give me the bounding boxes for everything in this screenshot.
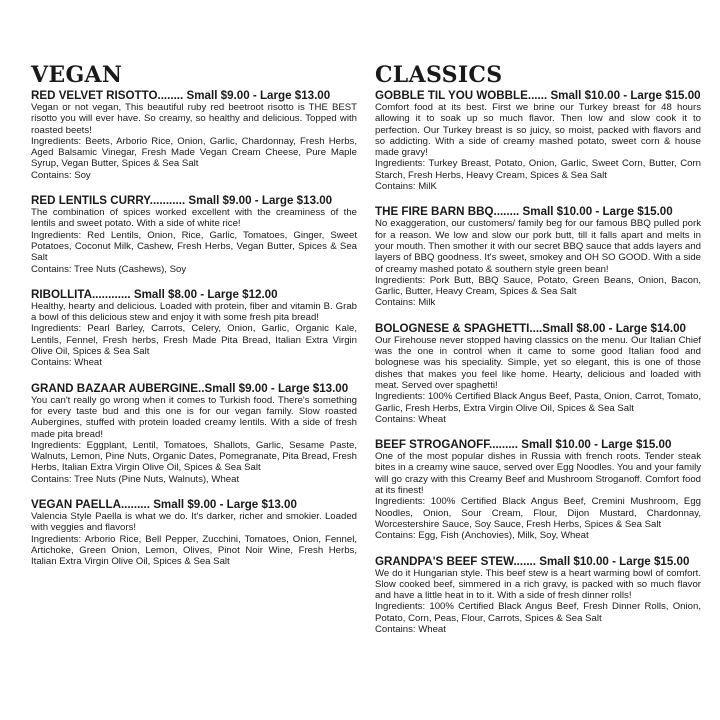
menu-item — [375, 89, 701, 192]
item-description: Our Firehouse never stopped having classics on the menu. Our Italian Chief was the one in control when it came to some good Italian food and bolognese was his speciality. Simple, yet so elegant, this is one of those dishes that makes you feel like home. Hearty, delicious and loaded with meat. Served over spaghetti! — [375, 334, 701, 391]
menu-item — [375, 205, 701, 308]
item-price: Small $10.00 - Large $15.00 — [539, 554, 690, 568]
item-name: GOBBLE TIL YOU WOBBLE...... — [375, 89, 548, 102]
item-price: Small $10.00 - Large $15.00 — [522, 205, 673, 219]
item-price: Small $8.00 - Large $12.00 — [133, 287, 278, 301]
item-name: BOLOGNESE & SPAGHETTI.... — [375, 321, 543, 335]
section-heading: VEGAN — [31, 62, 123, 88]
item-name: VEGAN PAELLA......... — [31, 498, 150, 512]
item-contains: Contains: Wheat — [375, 623, 446, 635]
item-name: RED LENTILS CURRY........... — [31, 194, 186, 208]
item-description: One of the most popular dishes in Russia with french roots. Tender steak bites in a creamy wine sauce, served over Egg Noodles. You and your family will go crazy with this Creamy Beef and Mushroom Stroganoff. Comfort food at its finest! — [375, 451, 701, 497]
item-title — [31, 194, 357, 207]
item-ingredients: Ingredients: Pearl Barley, Carrots, Celery, Onion, Garlic, Organic Kale, Lentils, Fennel, Fresh herbs, Fresh Made Pita Bread, Italian Extra Virgin Olive Oil, Spices & Sea Salt — [31, 323, 357, 358]
item-ingredients: Ingredients: Turkey Breast, Potato, Onion, Garlic, Sweet Corn, Butter, Corn Starch, Fresh Herbs, Heavy Cream, Spices & Sea Salt — [375, 158, 701, 181]
item-price: Small $9.00 - Large $13.00 — [204, 381, 349, 395]
menu-item — [31, 382, 357, 485]
item-name: BEEF STROGANOFF......... — [375, 438, 518, 452]
menu-item — [31, 498, 357, 567]
item-price: Small $9.00 - Large $13.00 — [188, 194, 333, 208]
item-title — [31, 89, 357, 102]
classics-section — [375, 64, 701, 648]
item-description: Comfort food at its best. First we brine our Turkey breast for 48 hours allowing it to soak up so much flavor. Then low and slow cook it to perfection. Our Turkey breast is so juicy, so moist, packed with flavors and so addicting. With a side of creamy mashed potato, sweet corn & house made gravy! — [375, 102, 701, 159]
menu-item — [31, 194, 357, 275]
item-name: GRAND BAZAAR AUBERGINE.. — [31, 381, 205, 395]
item-price: Small $8.00 - Large $14.00 — [542, 321, 686, 335]
item-name: GRANDPA'S BEEF STEW....... — [375, 554, 537, 568]
item-contains: Contains: Wheat — [31, 357, 102, 369]
item-ingredients: Ingredients: Eggplant, Lentil, Tomatoes, Shallots, Garlic, Sesame Paste, Walnuts, Lemon, Pine Nuts, Organic Dates, Pomegranate, Pita Bread, Fresh Herbs, Italian Extra Virgin Olive Oil, Spices & Sea Salt — [31, 439, 357, 474]
item-contains: Contains: Tree Nuts (Cashews), Soy — [31, 263, 187, 275]
item-description: The combination of spices worked excellent with the creaminess of the lentils and sweet potato. With a side of white rice! — [31, 207, 357, 230]
item-description: Valencia Style Paella is what we do. It's darker, richer and smokier. Loaded with veggies and flavors! — [31, 511, 357, 534]
item-price: Small $10.00 - Large $15.00 — [550, 89, 701, 102]
item-description: We do it Hungarian style. This beef stew is a heart warming bowl of comfort. Slow cooked beef, simmered in a rich gravy, is packed with so much flavor and have a little heat in to it. With a side of fresh dinner rolls! — [375, 567, 701, 602]
vegan-section — [31, 64, 357, 581]
item-title — [31, 382, 357, 395]
item-title — [31, 498, 357, 511]
item-contains: Contains: Tree Nuts (Pine Nuts, Walnuts), Wheat — [31, 473, 240, 485]
item-title — [375, 322, 701, 335]
item-description: No exaggeration, our customers/ family beg for our famous BBQ pulled pork for a reason. We low and slow our pork butt, till it falls apart and melts in your mouth. Then smother it with our secret BBQ sauce that adds layers and layers of BBQ goodness. It's sweet, smokey and OH SO GOOD. With a side of creamy mashed potato & southern style green bean! — [375, 218, 701, 275]
menu-item — [31, 89, 357, 181]
item-name: THE FIRE BARN BBQ........ — [375, 205, 520, 219]
item-title — [375, 205, 701, 218]
item-name: RIBOLLITA............ — [31, 287, 131, 301]
item-description: Healthy, hearty and delicious. Loaded with protein, fiber and vitamin B. Grab a bowl of this delicious stew and enjoy it with some fresh pita bread! — [31, 300, 357, 324]
item-ingredients: Ingredients: 100% Certified Black Angus Beef, Cremini Mushroom, Egg Noodles, Onion, Sour Cream, Flour, Dijon Mustard, Chardonnay, Worcestershire Sauce, Soy Sauce, Fresh Herbs, Spices & Sea Salt — [375, 496, 701, 530]
item-ingredients: Ingredients: 100% Certified Black Angus Beef, Pasta, Onion, Carrot, Tomato, Garlic, Fresh Herbs, Extra Virgin Olive Oil, Spices & Sea Salt — [375, 391, 701, 414]
item-title — [375, 438, 701, 451]
item-ingredients: Ingredients: Pork Butt, BBQ Sauce, Potato, Green Beans, Onion, Bacon, Garlic, Butter, Heavy Cream, Spices & Sea Salt — [375, 274, 701, 298]
item-ingredients: Ingredients: Arborio Rice, Bell Pepper, Zucchini, Tomatoes, Onion, Fennel, Artichoke, Green Onion, Lemon, Olives, Pinot Noir Wine, Fresh Herbs, Italian Extra Virgin Olive Oil, Spices & Sea Salt — [31, 533, 357, 568]
item-price: Small $9.00 - Large $13.00 — [186, 89, 331, 102]
item-title — [375, 555, 701, 568]
item-contains: Contains: Soy — [31, 169, 91, 181]
menu-item — [375, 438, 701, 541]
section-heading: CLASSICS — [375, 62, 503, 88]
item-contains: Contains: Milk — [375, 297, 436, 309]
item-title — [375, 89, 701, 102]
item-description: Vegan or not vegan, This beautiful ruby red beetroot risotto is THE BEST risotto you will ever have. So creamy, so healthy and delicious. Topped with roasted beets! — [31, 102, 357, 136]
menu-item — [31, 288, 357, 369]
item-price: Small $10.00 - Large $15.00 — [521, 438, 672, 452]
item-name: RED VELVET RISOTTO........ — [31, 89, 184, 102]
item-title — [31, 288, 357, 301]
menu-item — [375, 555, 701, 636]
item-description: You can't really go wrong when it comes to Turkish food. There's something for every taste bud and this one is for our vegan family. Slow roasted Aubergines, stuffed with protein loaded creamy lentils. With a side of fresh made pita bread! — [31, 394, 357, 440]
item-contains: Contains: Egg, Fish (Anchovies), Milk, Soy, Wheat — [375, 530, 589, 542]
item-ingredients: Ingredients: Red Lentils, Onion, Rice, Garlic, Tomatoes, Ginger, Sweet Potatoes, Coconut Milk, Cashew, Fresh Herbs, Vegan Butter, Spices & Sea Salt — [31, 229, 357, 264]
item-ingredients: Ingredients: 100% Certified Black Angus Beef, Fresh Dinner Rolls, Onion, Potato, Corn, Peas, Flour, Carrots, Spices & Sea Salt — [375, 601, 701, 624]
item-contains: Contains: MilK — [375, 181, 437, 193]
item-contains: Contains: Wheat — [375, 413, 446, 425]
item-price: Small $9.00 - Large $13.00 — [153, 498, 297, 512]
menu-item — [375, 322, 701, 425]
item-ingredients: Ingredients: Beets, Arborio Rice, Onion, Garlic, Chardonnay, Fresh Herbs, Aged Balsamic Vinegar, Fresh Made Vegan Cream Cheese, Pure Maple Syrup, Vegan Butter, Spices & Sea Salt — [31, 135, 357, 170]
